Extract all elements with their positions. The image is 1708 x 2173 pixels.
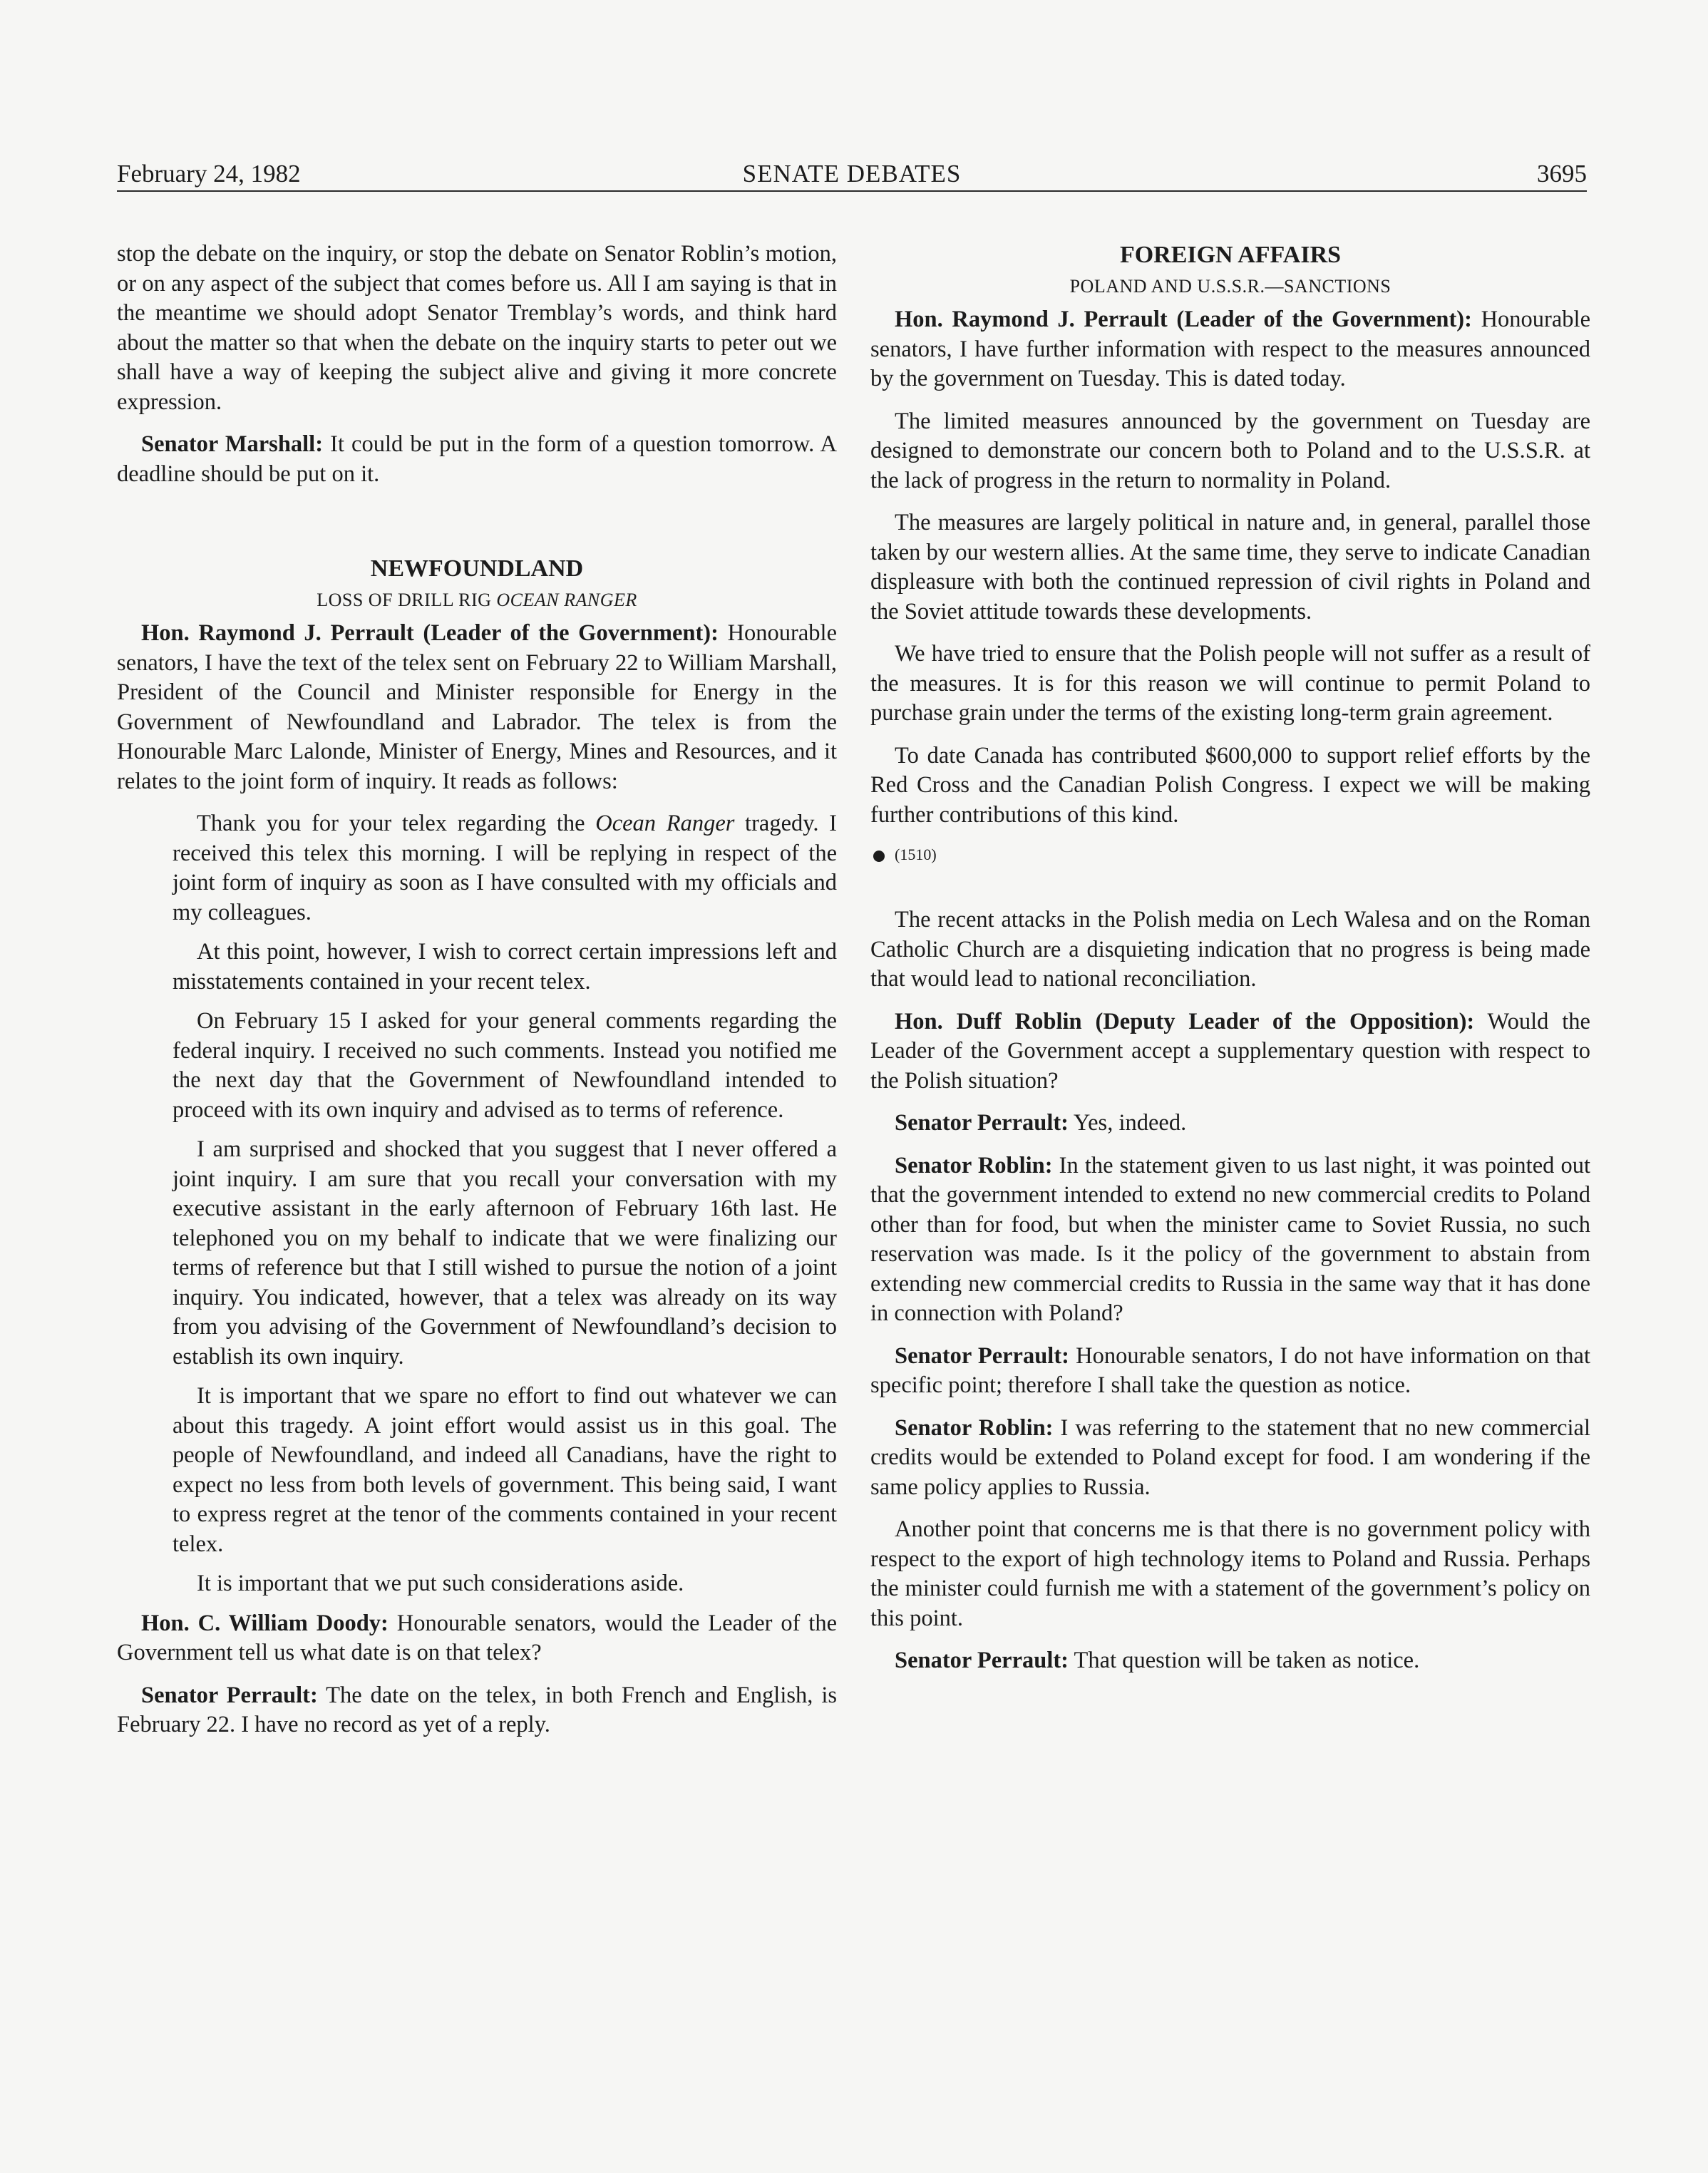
paragraph: The limited measures announced by the government on Tuesday are designed to demonstrate our concern both to Poland and to the U.S.S.R. at the lack of progress in the return to normality in Poland. — [870, 408, 1590, 493]
subheading-text: LOSS OF DRILL RIG — [317, 590, 497, 610]
time-marker-text: (1510) — [895, 846, 937, 863]
paragraph — [870, 1342, 1590, 1401]
quote-italic: Ocean Ranger — [595, 811, 735, 836]
header-date: February 24, 1982 — [117, 160, 301, 187]
paragraph: The recent attacks in the Polish media on Lech Walesa and on the Roman Catholic Church are a disquieting indication that no progress is being made that would lead to national reconciliation. — [870, 907, 1590, 992]
quote-text: Thank you for your telex regarding the — [197, 811, 596, 836]
speaker-name: Senator Roblin: — [895, 1152, 1053, 1178]
speech-text: Honourable senators, I have further information with respect to the measures announced by the government on Tuesday. This is dated today. — [870, 307, 1590, 391]
speech-text: Honourable senators, I do not have information on that specific point; therefore I shall take the question as notice. — [870, 1342, 1590, 1398]
page-number: 3695 — [1537, 160, 1587, 187]
quote-paragraph — [173, 809, 837, 928]
paragraph — [870, 1414, 1590, 1503]
paragraph — [870, 1646, 1590, 1676]
quote-paragraph: At this point, however, I wish to correct certain impressions left and misstatements contained in your recent telex. — [173, 939, 837, 995]
speech-text: Would the Leader of the Government accept a supplementary question with respect to the Polish situation? — [870, 1008, 1590, 1094]
paragraph — [117, 619, 837, 796]
speaker-name: Hon. Raymond J. Perrault (Leader of the Government): — [141, 620, 719, 646]
right-column — [870, 240, 1590, 1689]
quote-paragraph: It is important that we spare no effort to find out whatever we can about this tragedy. A joint effort would assist us in this goal. The people of Newfoundland, and indeed all Canadians, have the right to expect no less from both levels of government. This being said, I want to express regret at the tenor of the comments contained in your recent telex. — [173, 1383, 837, 1557]
page-header — [117, 158, 1587, 192]
time-marker — [873, 844, 1590, 865]
paragraph — [870, 1151, 1590, 1329]
speaker-name: Senator Perrault: — [895, 1110, 1069, 1136]
speaker-name: Senator Perrault: — [895, 1648, 1069, 1673]
subheading-italic: OCEAN RANGER — [496, 590, 637, 610]
quote-paragraph: I am surprised and shocked that you suggest that I never offered a joint inquiry. I am sure that you recall your conversation with my executive assistant in the early afternoon of February 16th last. He telephoned you on my behalf to indicate that we were finalizing our terms of reference but that I still wished to pursue the notion of a joint inquiry. You indicated, however, that a telex was already on its way from you advising of the Government of Newfoundland’s decision to establish its own inquiry. — [173, 1136, 837, 1370]
subheading: POLAND AND U.S.S.R.—SANCTIONS — [1069, 276, 1391, 297]
subheading — [117, 587, 837, 613]
speech-text: It could be put in the form of a question tomorrow. A deadline should be put on it. — [117, 431, 837, 487]
speaker-name: Hon. C. William Doody: — [141, 1610, 389, 1636]
paragraph — [117, 430, 837, 489]
paragraph: To date Canada has contributed $600,000 to support relief efforts by the Red Cross and the Canadian Polish Congress. I expect we will be making further contributions of this kind. — [870, 742, 1590, 828]
speaker-name: Senator Marshall: — [141, 431, 324, 457]
speaker-name: Hon. Raymond J. Perrault (Leader of the Government): — [895, 307, 1472, 332]
quote-paragraph: It is important that we put such considerations aside. — [197, 1571, 684, 1596]
bullet-icon — [873, 851, 885, 862]
speech-text: The date on the telex, in both French and English, is February 22. I have no record as yet of a reply. — [117, 1682, 837, 1737]
paragraph — [870, 1109, 1590, 1139]
speaker-name: Hon. Duff Roblin (Deputy Leader of the Opposition): — [895, 1008, 1475, 1034]
paragraph: stop the debate on the inquiry, or stop the debate on Senator Roblin’s motion, or on any aspect of the subject that comes before us. All I am saying is that in the meantime we should adopt Senator Tremblay’s words, and think hard about the matter so that when the debate on the inquiry starts to peter out we shall have a way of keeping the subject alive and giving it more concrete expression. — [117, 241, 837, 415]
quote-text: tragedy. I received this telex this morning. I will be replying in respect of the joint form of inquiry as soon as I have consulted with my officials and my colleagues. — [173, 811, 837, 925]
quote-paragraph: On February 15 I asked for your general comments regarding the federal inquiry. I received no such comments. Instead you notified me the next day that the Government of Newfoundland intended to proceed with its own inquiry and advised as to terms of reference. — [173, 1008, 837, 1123]
paragraph — [870, 305, 1590, 394]
header-title: SENATE DEBATES — [742, 160, 962, 187]
paragraph — [870, 1007, 1590, 1096]
section-heading: FOREIGN AFFAIRS — [1119, 242, 1342, 268]
telex-quote — [173, 809, 837, 1599]
speech-text: Yes, indeed. — [1069, 1110, 1187, 1136]
speech-text: In the statement given to us last night, it was pointed out that the government intended to extend no new commercial credits to Poland other than for food, but when the minister came to Soviet Russia, no such reservation was made. Is it the policy of the government to abstain from extending new commercial credits to Russia in the same way that it has done in connection with Poland? — [870, 1152, 1590, 1326]
speech-text: Honourable senators, would the Leader of the Government tell us what date is on that telex? — [117, 1610, 837, 1665]
paragraph: The measures are largely political in nature and, in general, parallel those taken by our western allies. At the same time, they serve to indicate Canadian displeasure with both the continued repression of civil rights in Poland and the Soviet attitude towards these developments. — [870, 510, 1590, 625]
speech-text: I was referring to the statement that no new commercial credits would be extended to Poland except for food. I am wondering if the same policy applies to Russia. — [870, 1414, 1590, 1500]
paragraph: Another point that concerns me is that there is no government policy with respect to the export of high technology items to Poland and Russia. Perhaps the minister could furnish me with a statement of the government’s policy on this point. — [870, 1516, 1590, 1631]
paragraph — [117, 1609, 837, 1668]
speech-text: That question will be taken as notice. — [1069, 1648, 1420, 1673]
left-column — [117, 240, 837, 1753]
speaker-name: Senator Perrault: — [141, 1682, 318, 1708]
paragraph — [117, 1681, 837, 1740]
speaker-name: Senator Perrault: — [895, 1342, 1069, 1369]
paragraph: We have tried to ensure that the Polish people will not suffer as a result of the measures. It is for this reason we will continue to permit Poland to purchase grain under the terms of the existing long-term grain agreement. — [870, 641, 1590, 726]
speaker-name: Senator Roblin: — [895, 1414, 1054, 1441]
speech-text: Honourable senators, I have the text of the telex sent on February 22 to William Marshall, President of the Council and Minister responsible for Energy in the Government of Newfoundland and Labrador. The telex is from the Honourable Marc Lalonde, Minister of Energy, Mines and Resources, and it relates to the joint form of inquiry. It reads as follows: — [117, 620, 837, 794]
section-heading: NEWFOUNDLAND — [370, 555, 584, 582]
